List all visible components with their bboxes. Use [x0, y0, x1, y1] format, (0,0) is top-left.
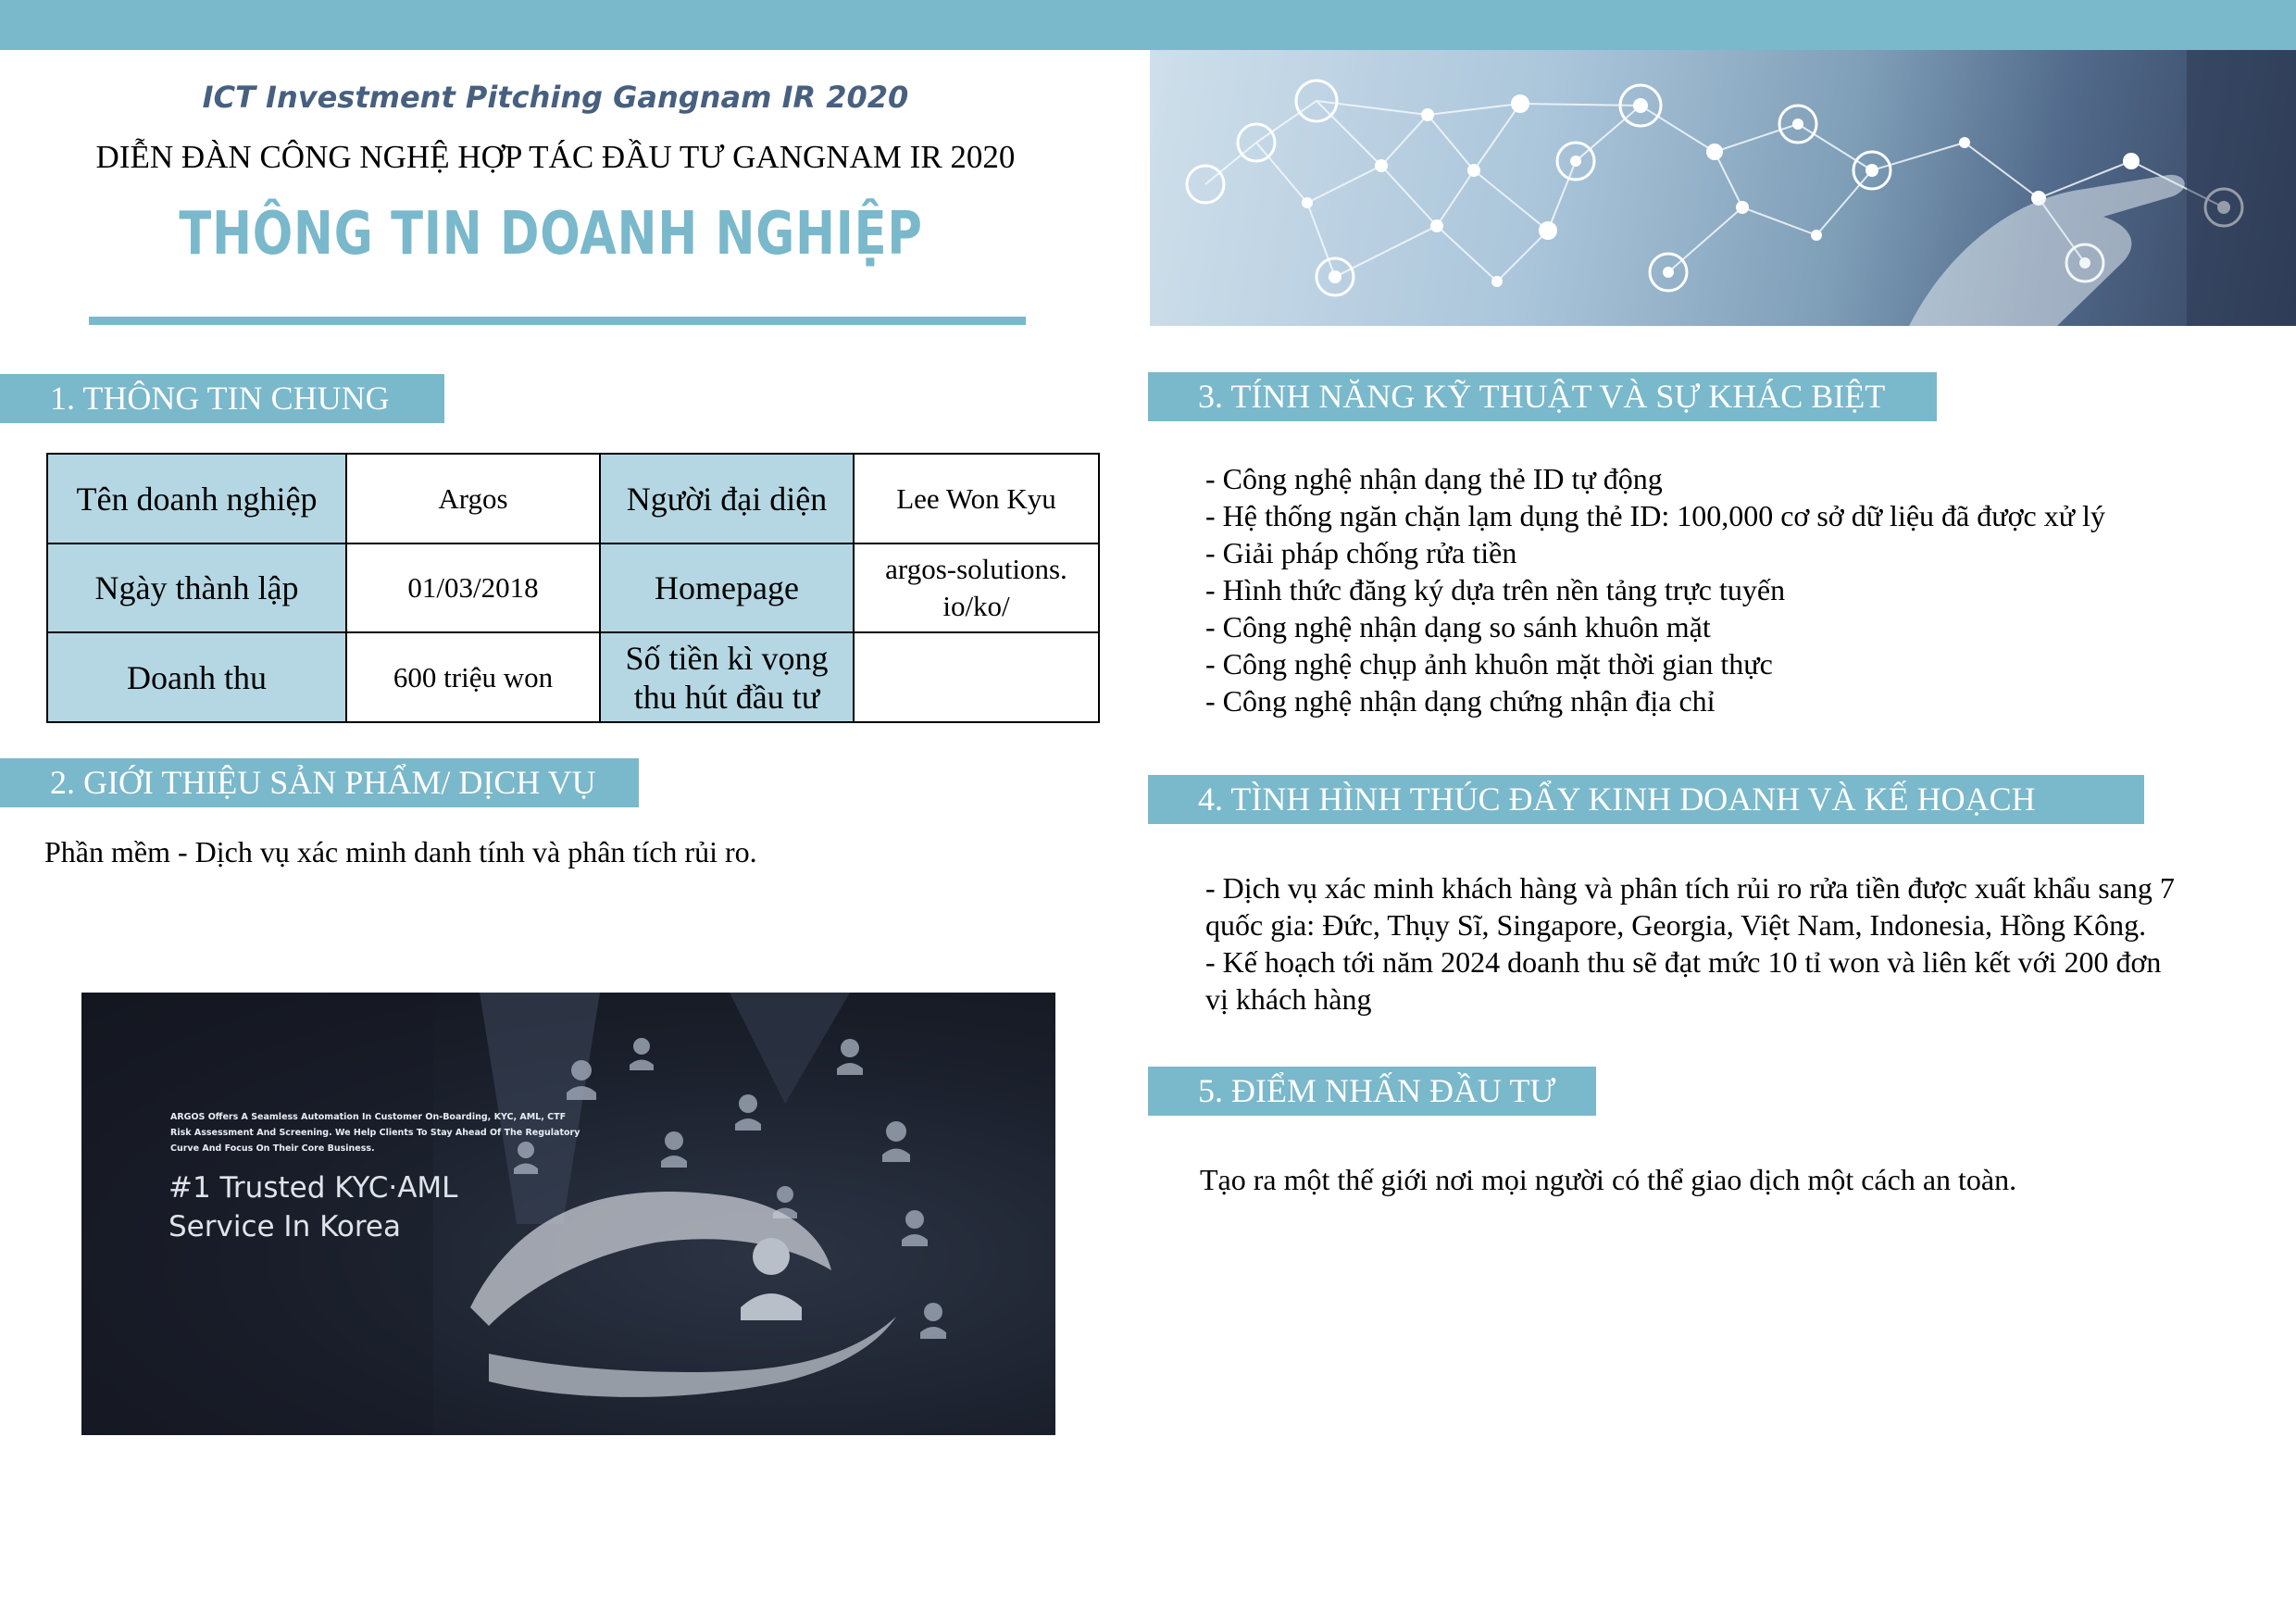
- company-info-table: [46, 453, 1100, 723]
- list-item: - Công nghệ nhận dạng thẻ ID tự động: [1205, 462, 1663, 495]
- representative-label: Người đại diện: [600, 454, 854, 543]
- company-name-value: Argos: [346, 454, 600, 543]
- business-plan-text: [1205, 869, 2175, 1018]
- table-row: [47, 543, 1099, 632]
- list-item: - Công nghệ chụp ảnh khuôn mặt thời gian thực: [1205, 647, 1773, 681]
- product-image-headline: [168, 1168, 557, 1246]
- investment-target-label-line-2: thu hút đầu tư: [633, 678, 820, 716]
- section-heading-investment-highlight: 5. ĐIỂM NHẤN ĐẦU TƯ: [1148, 1067, 1596, 1116]
- homepage-value[interactable]: [854, 543, 1099, 632]
- investment-target-label: [600, 632, 854, 722]
- tagline-line-1: ARGOS Offers A Seamless Automation In Customer On-Boarding, KYC, AML, CTF: [170, 1112, 567, 1122]
- business-plan-line-1: - Dịch vụ xác minh khách hàng và phân tích rủi ro rửa tiền được xuất khẩu sang 7: [1205, 871, 2175, 905]
- top-banner-bar: [0, 0, 2296, 50]
- homepage-label: Homepage: [600, 543, 854, 632]
- table-row: [47, 632, 1099, 722]
- homepage-line-2: io/ko/: [942, 590, 1010, 622]
- section-heading-general-info: 1. THÔNG TIN CHUNG: [0, 374, 444, 423]
- business-plan-line-3: - Kế hoạch tới năm 2024 doanh thu sẽ đạt mức 10 tỉ won và liên kết với 200 đơn: [1205, 945, 2162, 979]
- tagline-line-3: Curve And Focus On Their Core Business.: [170, 1143, 375, 1154]
- list-item: - Hình thức đăng ký dựa trên nền tảng trực tuyến: [1205, 573, 1786, 606]
- investment-target-label-line-1: Số tiền kì vọng: [625, 639, 829, 677]
- forum-title: DIỄN ĐÀN CÔNG NGHỆ HỢP TÁC ĐẦU TƯ GANGNAM IR 2020: [95, 139, 1016, 175]
- section-heading-business-plan: 4. TÌNH HÌNH THÚC ĐẨY KINH DOANH VÀ KẾ HOẠCH: [1148, 775, 2144, 824]
- tagline-line-2: Risk Assessment And Screening. We Help Clients To Stay Ahead Of The Regulatory: [170, 1128, 580, 1138]
- table-row: [47, 454, 1099, 543]
- revenue-label: Doanh thu: [47, 632, 346, 722]
- business-plan-line-2: quốc gia: Đức, Thụy Sĩ, Singapore, Georgia, Việt Nam, Indonesia, Hồng Kông.: [1205, 908, 2147, 942]
- title-underline: [89, 317, 1026, 325]
- list-item: - Giải pháp chống rửa tiền: [1205, 536, 1517, 569]
- business-plan-line-4: vị khách hàng: [1205, 982, 1372, 1016]
- revenue-value: 600 triệu won: [346, 632, 600, 722]
- product-promo-image: [81, 993, 1055, 1435]
- header-network-image: [1150, 50, 2296, 326]
- headline-line-1: #1 Trusted KYC·AML: [168, 1171, 458, 1205]
- homepage-line-1: argos-solutions.: [885, 553, 1067, 585]
- tech-features-list: [1205, 460, 2105, 719]
- section-heading-product-intro: 2. GIỚI THIỆU SẢN PHẨM/ DỊCH VỤ: [0, 758, 639, 807]
- event-title: ICT Investment Pitching Gangnam IR 2020: [202, 80, 909, 115]
- founded-date-value: 01/03/2018: [346, 543, 600, 632]
- page-title: THÔNG TIN DOANH NGHIỆP: [179, 200, 923, 269]
- product-description: Phần mềm - Dịch vụ xác minh danh tính và phân tích rủi ro.: [44, 835, 757, 868]
- company-name-label: Tên doanh nghiệp: [47, 454, 346, 543]
- investment-highlight-text: Tạo ra một thế giới nơi mọi người có thể giao dịch một cách an toàn.: [1200, 1163, 2017, 1196]
- product-image-tagline: [170, 1109, 587, 1156]
- founded-date-label: Ngày thành lập: [47, 543, 346, 632]
- list-item: - Hệ thống ngăn chặn lạm dụng thẻ ID: 100,000 cơ sở dữ liệu đã được xử lý: [1205, 499, 2105, 532]
- list-item: - Công nghệ nhận dạng chứng nhận địa chỉ: [1205, 684, 1716, 718]
- investment-target-value: [854, 632, 1099, 722]
- headline-line-2: Service In Korea: [168, 1210, 401, 1243]
- list-item: - Công nghệ nhận dạng so sánh khuôn mặt: [1205, 610, 1711, 643]
- representative-value: Lee Won Kyu: [854, 454, 1099, 543]
- section-heading-tech-features: 3. TÍNH NĂNG KỸ THUẬT VÀ SỰ KHÁC BIỆT: [1148, 372, 1937, 421]
